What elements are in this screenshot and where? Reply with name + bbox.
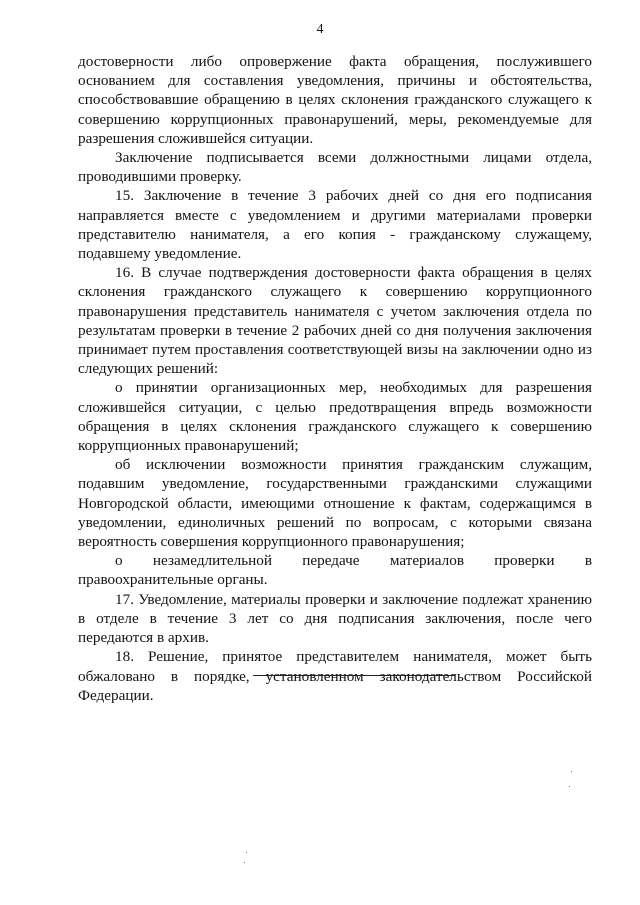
paragraph-item-18: 18. Решение, принятое представителем нанимателя, может быть обжаловано в порядке, установленном законодательством Российской Федерации. [78, 648, 592, 704]
paragraph-item-15: 15. Заключение в течение 3 рабочих дней со дня его подписания направляется вместе с уведомлением и другими материалами проверки представителю нанимателя, а его копия - гражданскому служащему, подавшему уведомление. [78, 187, 592, 263]
document-body [78, 52, 592, 705]
scan-speck [244, 862, 245, 863]
paragraph-decision-law-enforcement: о незамедлительной передаче материалов проверки в правоохранительные органы. [78, 552, 592, 589]
paragraph-decision-exclusion: об исключении возможности принятия гражданским служащим, подавшим уведомление, государственными гражданскими служащими Новгородской области, имеющими отношение к фактам, содержащимся в уведомлении, единоличных решений по вопросам, с которыми связана вероятность совершения коррупционного правонарушения; [78, 456, 592, 551]
end-of-document-rule [253, 675, 455, 676]
paragraph-continuation: достоверности либо опровержение факта обращения, послужившего основанием для составления уведомления, причины и обстоятельства, способствовавшие обращению в целях склонения гражданского служащего к совершению коррупционных правонарушений, меры, рекомендуемые для разрешения сложившейся ситуации. [78, 53, 592, 147]
paragraph-decision-organizational-measures: о принятии организационных мер, необходимых для разрешения сложившейся ситуации, с целью предотвращения впредь возможности обращения в целях склонения гражданского служащего к совершению коррупционных правонарушений; [78, 379, 592, 455]
paragraph-item-16: 16. В случае подтверждения достоверности факта обращения в целях склонения гражданского служащего к совершению коррупционного правонарушения представитель нанимателя с учетом заключения отдела по результатам проверки в течение 2 рабочих дней со дня получения заключения принимает путем проставления соответствующей визы на заключении одно из следующих решений: [78, 264, 592, 378]
scan-speck [571, 771, 572, 772]
paragraph-item-17: 17. Уведомление, материалы проверки и заключение подлежат хранению в отделе в течение 3 лет со дня подписания заключения, после чего передаются в архив. [78, 590, 592, 647]
page-number: 4 [316, 22, 324, 37]
paragraph-signature-note: Заключение подписывается всеми должностными лицами отдела, проводившими проверку. [78, 149, 592, 186]
scan-speck [569, 786, 570, 787]
scan-speck [246, 852, 247, 853]
